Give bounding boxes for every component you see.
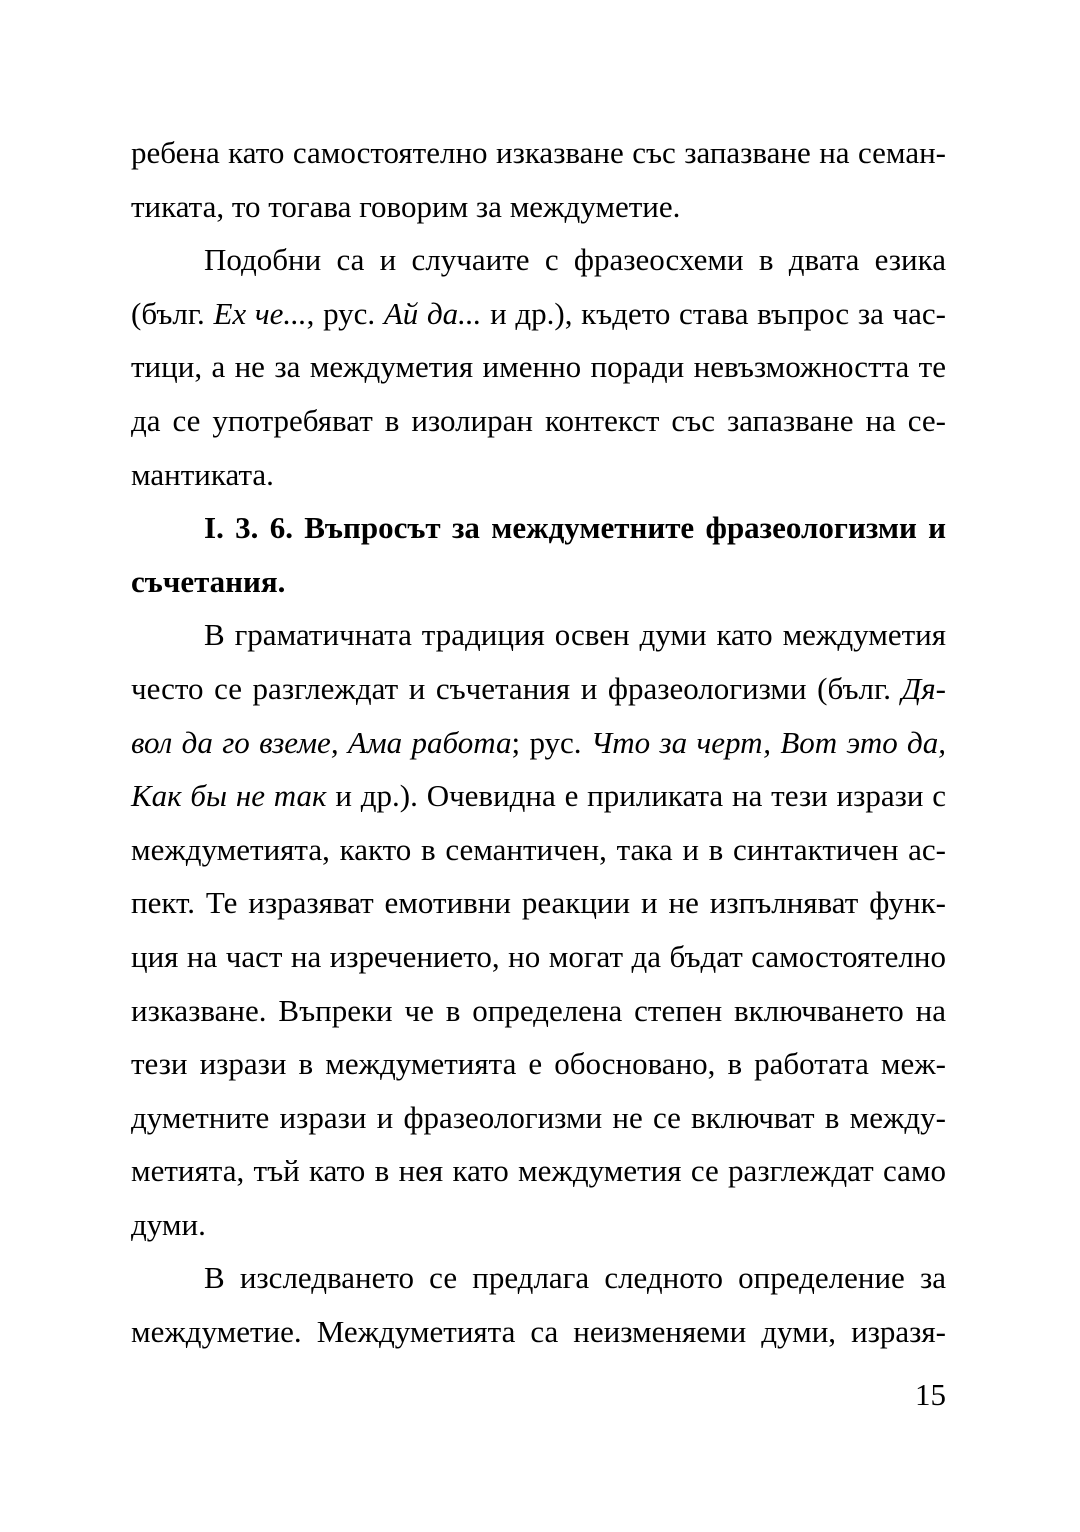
paragraph-3-line-6: пект. Те изразяват емотивни реакции и не изпълняват функ- [131, 885, 946, 921]
paragraph-2-line-2-text-1: (бълг. [131, 295, 214, 331]
paragraph-3-line-3 [131, 716, 946, 770]
paragraph-3-line-12: думи. [131, 1206, 206, 1242]
paragraph-3-line-4 [131, 769, 946, 823]
paragraph-2-line-3: тици, а не за междуметия именно поради невъзможността те [131, 349, 946, 385]
paragraph-3-line-7: ция на част на изречението, но могат да бъдат самостоятелно [131, 938, 946, 974]
paragraph-3-line-4-text-1: и др.). Очевидна е приликата на тези изрази с [326, 778, 946, 814]
paragraph-4-line-1: В изследването се предлага следното определение за [204, 1260, 946, 1296]
paragraph-3-line-2 [131, 662, 946, 716]
paragraph-2-line-2-text-2: , рус. [306, 295, 384, 331]
paragraph-3-line-10: думетните изрази и фразеологизми не се включват в между- [131, 1099, 946, 1135]
section-heading-line-1: I. 3. 6. Въпросът за междуметните фразеологизми и [204, 510, 946, 546]
paragraph-1-line-2: тиката, то тогава говорим за междуметие. [131, 188, 681, 224]
paragraph-2-line-4: да се употребяват в изолиран контекст със запазване на се- [131, 402, 946, 438]
paragraph-3-line-9: тези изрази в междуметията е обосновано, в работата меж- [131, 1046, 946, 1082]
section-heading-line-2: съчетания. [131, 563, 286, 599]
example-italic-ai-da: Ай да... [383, 295, 482, 331]
paragraph-3-line-3-text-1: ; рус. [511, 724, 591, 760]
example-italic-russian-phrases: Что за черт, Вот это да, [590, 724, 946, 760]
paragraph-1-line-1: ребена като самостоятелно изказване със запазване на семан- [131, 135, 946, 170]
paragraph-3-line-8: изказване. Въпреки че в определена степен включването на [131, 992, 946, 1028]
paragraph-3-line-11: метията, тъй като в нея като междуметия се разглеждат само [131, 1153, 946, 1189]
example-italic-bulgarian-phrases: вол да го вземе, Ама работа [131, 724, 512, 760]
page-number: 15 [915, 1377, 946, 1412]
page-body [131, 126, 946, 1359]
example-italic-dyavol: Дя- [901, 670, 946, 706]
paragraph-2-line-2 [131, 287, 946, 341]
paragraph-3-line-1: В граматичната традиция освен думи като междуметия [204, 617, 946, 653]
paragraph-3-line-5: междуметията, както в семантичен, така и в синтактичен ас- [131, 831, 946, 867]
paragraph-4-line-2: междуметие. Междуметията са неизменяеми думи, изразя- [131, 1314, 946, 1350]
paragraph-2-line-1: Подобни са и случаите с фразеосхеми в двата езика [204, 242, 946, 278]
paragraph-2-line-2-text-3: и др.), където става въпрос за час- [481, 295, 946, 331]
example-italic-kak-by-ne-tak: Как бы не так [131, 778, 327, 814]
example-italic-eh-che: Ех че... [213, 295, 307, 331]
paragraph-2-line-5: мантиката. [131, 456, 274, 492]
paragraph-3-line-2-text-1: често се разглеждат и съчетания и фразеологизми (бълг. [131, 670, 902, 706]
